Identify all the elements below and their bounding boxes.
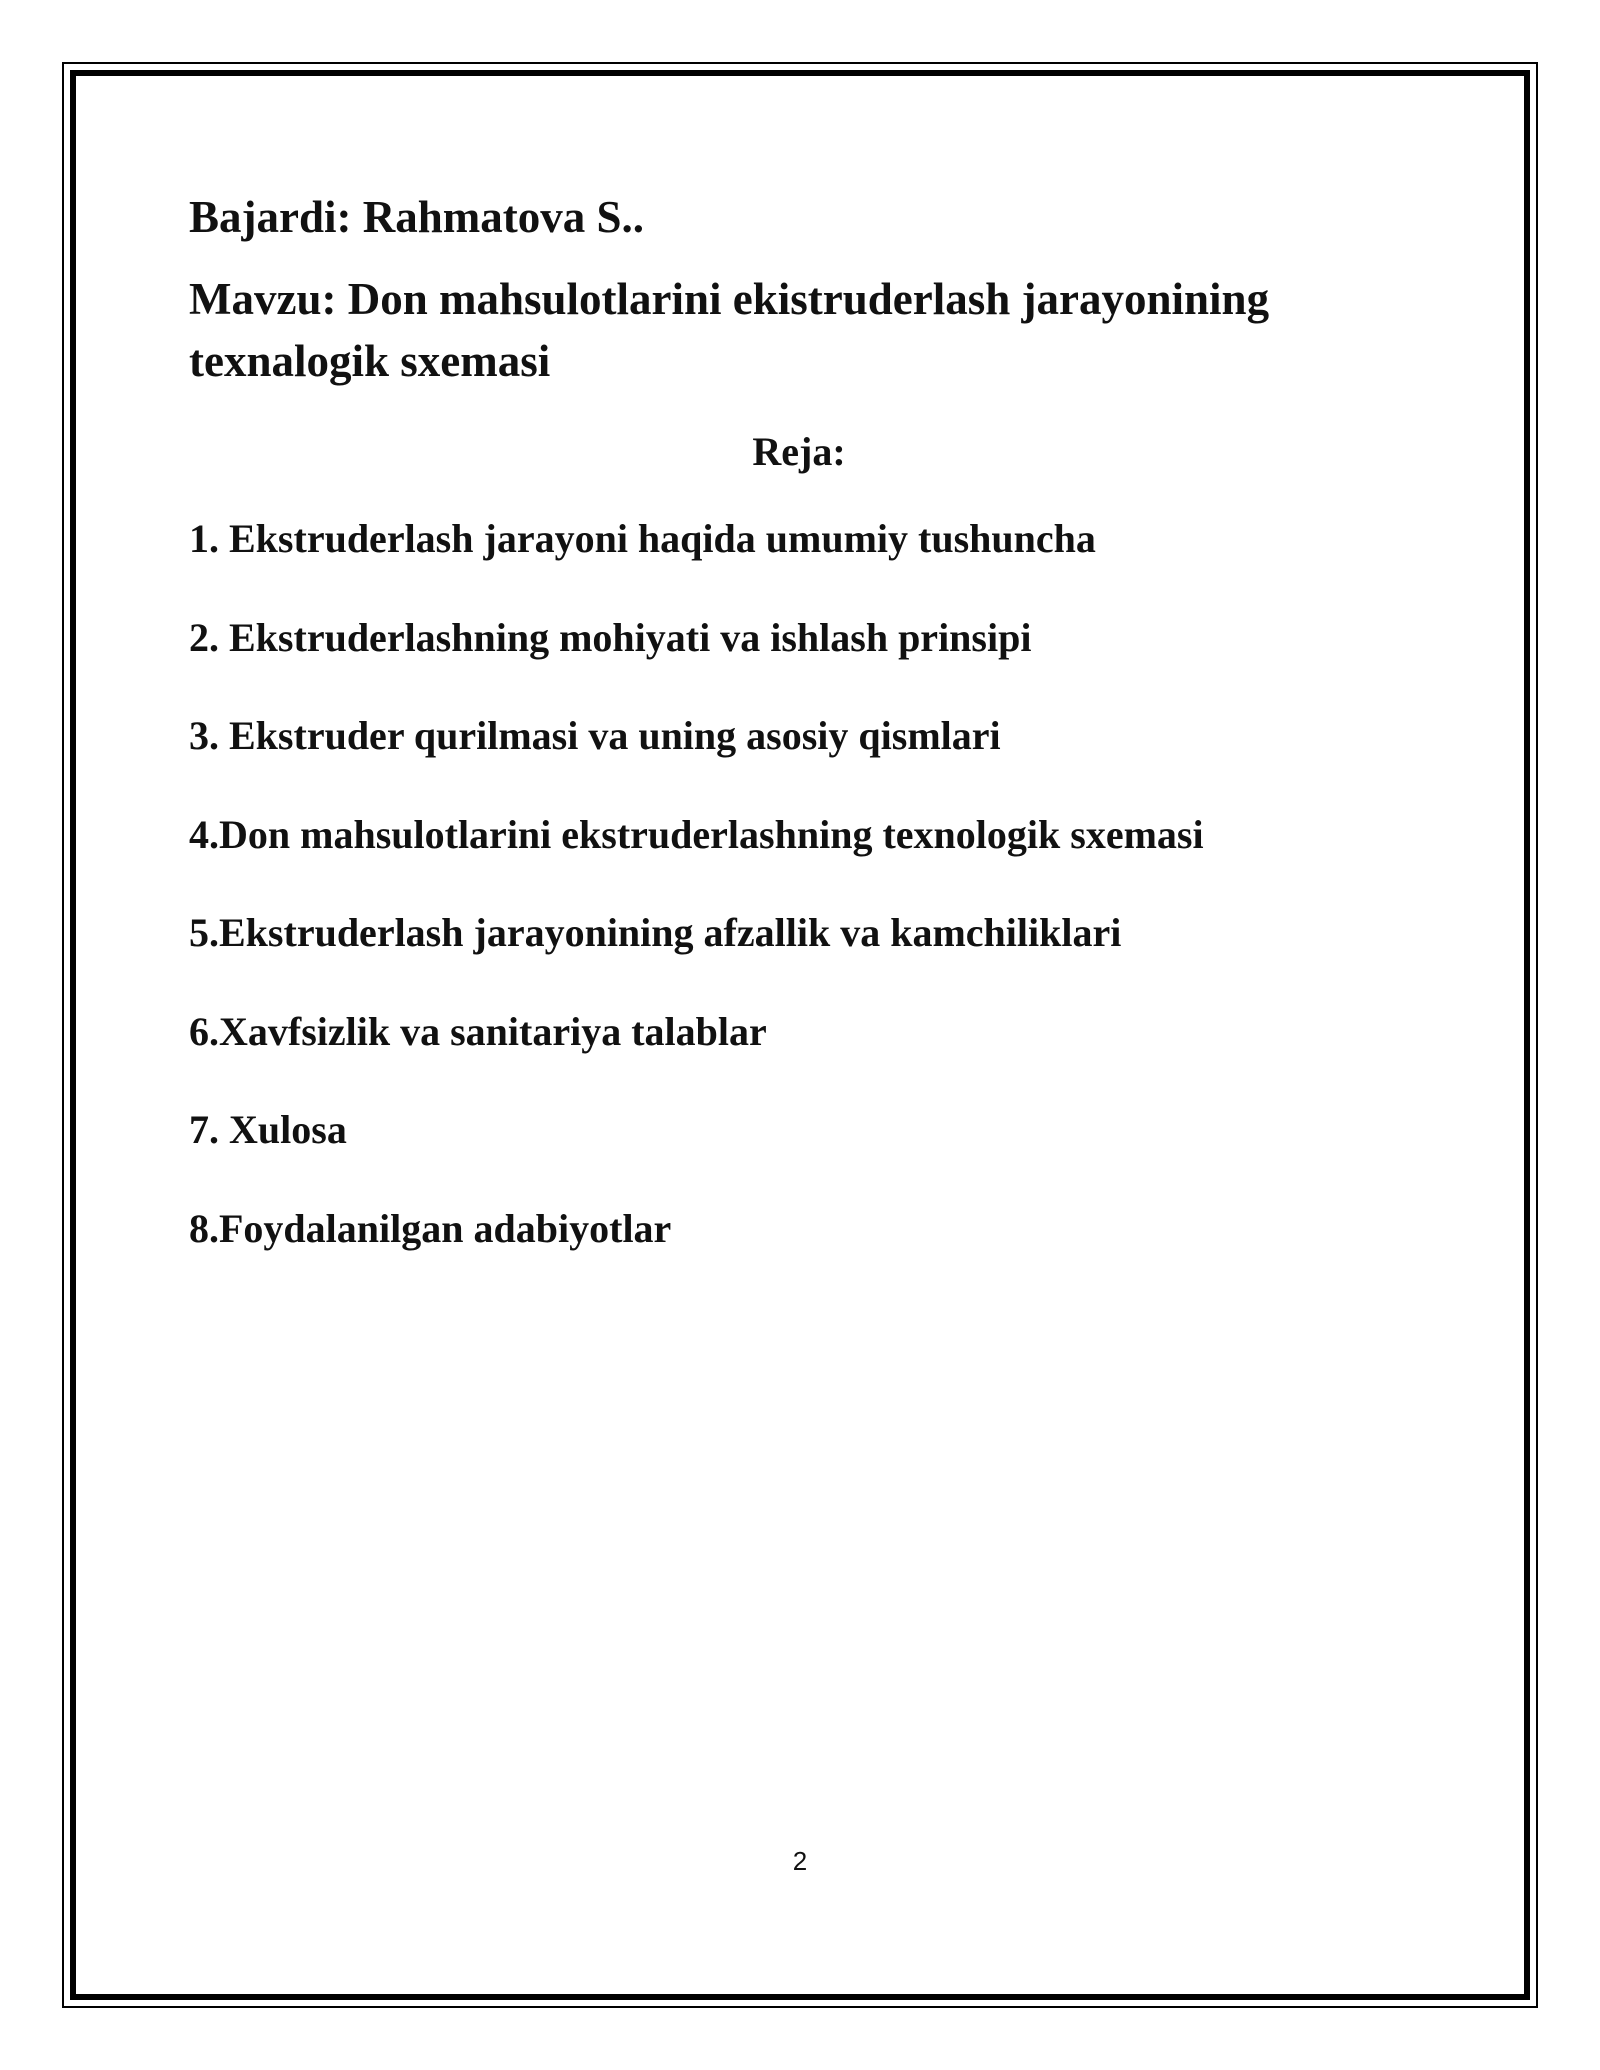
plan-item: 1. Ekstruderlash jarayoni haqida umumiy tushuncha (189, 516, 1096, 561)
plan-list (189, 514, 1409, 1254)
plan-item: 7. Xulosa (189, 1107, 347, 1152)
plan-item: 6.Xavfsizlik va sanitariya talablar (189, 1008, 767, 1054)
plan-item: 8.Foydalanilgan adabiyotlar (189, 1205, 672, 1251)
plan-item: 2. Ekstruderlashning mohiyati va ishlash prinsipi (189, 614, 1032, 660)
plan-item: 3. Ekstruder qurilmasi va uning asosiy qismlari (189, 713, 1001, 758)
plan-item: 5.Ekstruderlash jarayonining afzallik va kamchiliklari (189, 910, 1122, 955)
page-content (189, 188, 1409, 1302)
author-line: Bajardi: Rahmatova S.. (189, 192, 645, 242)
plan-title: Reja: (752, 429, 846, 474)
plan-item: 4.Don mahsulotlarini ekstruderlashning texnologik sxemasi (189, 811, 1204, 857)
page-number: 2 (792, 1846, 808, 1876)
topic-line: Mavzu: Don mahsulotlarini ekistruderlash jarayonining texnalogik sxemasi (189, 274, 1270, 386)
